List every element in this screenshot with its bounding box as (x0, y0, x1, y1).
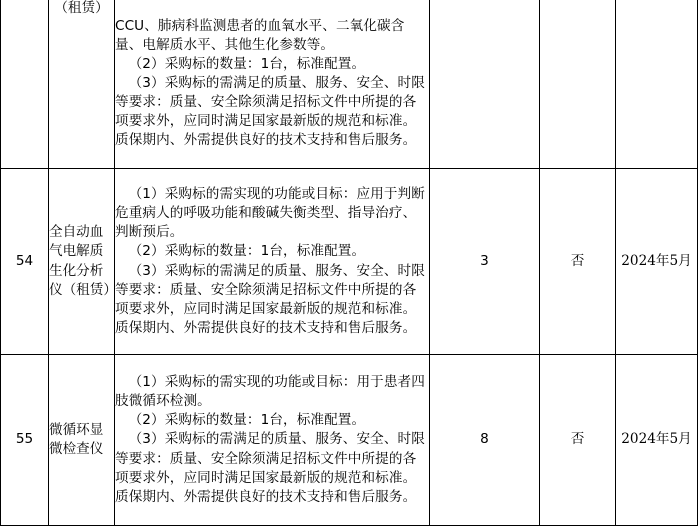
table-row (1, 355, 698, 526)
table-row (1, 0, 698, 169)
row-number: 54 (1, 169, 49, 355)
row-number (1, 0, 49, 169)
description-line: （1）采购标的需实现的功能或目标：应用于判断危重病人的呼吸功能和酸碱失衡类型、指导治疗、判断预后。 (115, 186, 425, 241)
item-description (115, 169, 430, 355)
item-date (616, 0, 698, 169)
item-description (115, 355, 430, 526)
item-imported (540, 0, 616, 169)
description-line: （2）采购标的数量：1台，标准配置。 (128, 412, 366, 429)
description-line: （2）采购标的数量：1台，标准配置。 (128, 55, 366, 72)
item-quantity (430, 0, 540, 169)
description-line: （3）采购标的需满足的质量、服务、安全、时限等要求：质量、安全除须满足招标文件中所提的各项要求外，应同时满足国家最新版的规范和标准。质保期内、外需提供良好的技术支持和售后服务。 (115, 74, 425, 149)
row-number: 55 (1, 355, 49, 526)
item-name: 全自动血气电解质生化分析仪（租赁） (49, 169, 115, 355)
table-row (1, 169, 698, 355)
item-name: 微循环显微检查仪 (49, 355, 115, 526)
item-imported: 否 (540, 169, 616, 355)
description-line: CCU、肺病科监测患者的血氧水平、二氧化碳含量、电解质水平、其他生化参数等。 (115, 17, 405, 53)
description-line: （2）采购标的数量：1台，标准配置。 (128, 243, 366, 260)
item-quantity: 8 (430, 355, 540, 526)
item-date: 2024年5月 (616, 169, 698, 355)
item-name: （租赁） (49, 0, 115, 169)
item-quantity: 3 (430, 169, 540, 355)
item-date: 2024年5月 (616, 355, 698, 526)
description-line: （1）采购标的需实现的功能或目标：用于患者四肢微循环检测。 (115, 374, 425, 410)
description-line: （3）采购标的需满足的质量、服务、安全、时限等要求：质量、安全除须满足招标文件中所提的各项要求外，应同时满足国家最新版的规范和标准。质保期内、外需提供良好的技术支持和售后服务。 (115, 262, 425, 336)
item-imported: 否 (540, 355, 616, 526)
item-description (115, 0, 430, 169)
description-line: （3）采购标的需满足的质量、服务、安全、时限等要求：质量、安全除须满足招标文件中所提的各项要求外，应同时满足国家最新版的规范和标准。质保期内、外需提供良好的技术支持和售后服务。 (115, 431, 425, 505)
